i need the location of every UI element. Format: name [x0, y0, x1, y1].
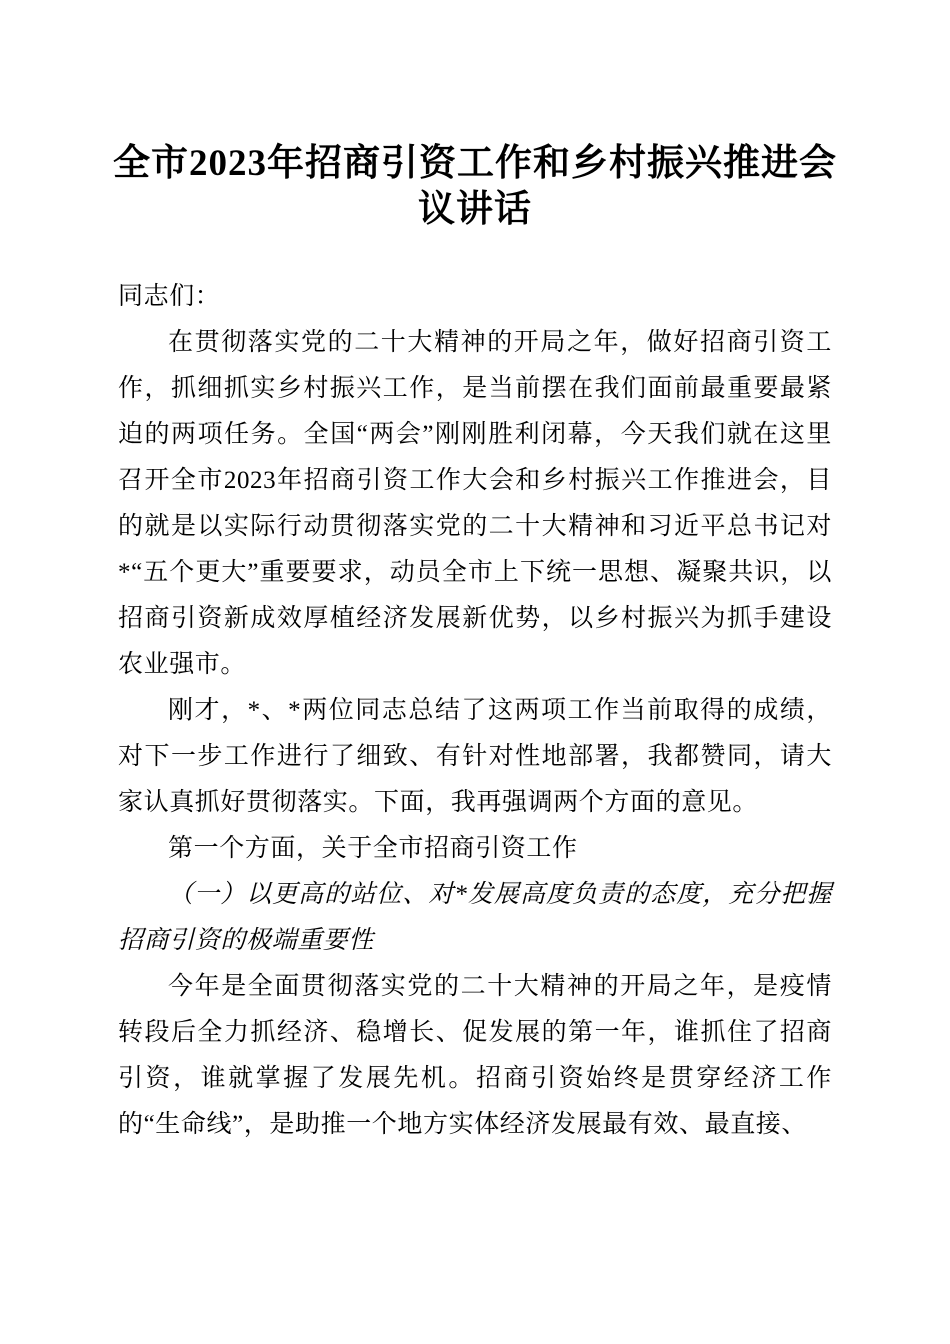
document-body — [118, 274, 832, 1148]
subsection-heading-1: （一）以更高的站位、对*发展高度负责的态度，充分把握招商引资的极端重要性 — [118, 881, 832, 954]
paragraph-opening: 在贯彻落实党的二十大精神的开局之年，做好招商引资工作，抓细抓实乡村振兴工作，是当前摆在我们面前最重要最紧迫的两项任务。全国“两会”刚刚胜利闭幕，今天我们就在这里召开全市2023年招商引资工作大会和乡村振兴工作推进会，目的就是以实际行动贯彻落实党的二十大精神和习近平总书记对*“五个更大”重要要求，动员全市上下统一思想、凝聚共识，以招商引资新成效厚植经济发展新优势，以乡村振兴为抓手建设农业强市。 — [118, 329, 832, 678]
document-title: 全市2023年招商引资工作和乡村振兴推进会议讲话 — [113, 143, 837, 230]
paragraph-transition: 刚才，*、*两位同志总结了这两项工作当前取得的成绩，对下一步工作进行了细致、有针对性地部署，我都赞同，请大家认真抓好贯彻落实。下面，我再强调两个方面的意见。 — [118, 697, 832, 816]
salutation: 同志们： — [118, 283, 221, 310]
paragraph-body-truncated: 今年是全面贯彻落实党的二十大精神的开局之年，是疫情转段后全力抓经济、稳增长、促发展的第一年，谁抓住了招商引资，谁就掌握了发展先机。招商引资始终是贯穿经济工作的“生命线”，是助推一个地方实体经济发展最有效、最直接、 — [118, 973, 832, 1138]
section-heading-first-aspect: 第一个方面，关于全市招商引资工作 — [168, 835, 578, 862]
